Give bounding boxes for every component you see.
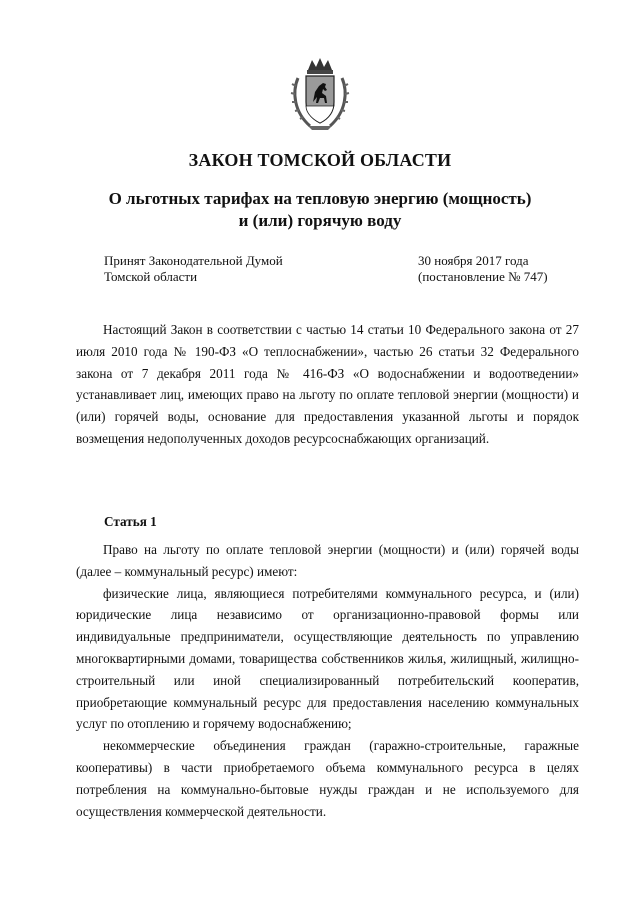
subject-line-1: О льготных тарифах на тепловую энергию (мощность) [108, 189, 532, 208]
adopted-date-line-1: 30 ноября 2017 года [418, 253, 529, 268]
adopted-date [418, 253, 548, 285]
adopted-by [104, 253, 283, 285]
article-1-paragraph: некоммерческие объединения граждан (гаражно-строительные, гаражные кооперативы) в части приобретаемого объема коммунального ресурса в целях потребления на коммунально-бытовые нужды граждан и не используемого для осуществления коммерческой деятельности. [76, 738, 579, 819]
article-1-body [76, 539, 579, 822]
law-subject [0, 188, 640, 232]
article-1-paragraph: физические лица, являющиеся потребителями коммунального ресурса, и (или) юридические лица независимо от организационно-правовой формы или индивидуальные предприниматели, осуществляющие деятельность по управлению многоквартирными домами, товарищества собственников жилья, жилищный, жилищно-строительный или иной специализированный потребительский кооператив, приобретающие коммунальный ресурс для предоставления населению коммунальных услуг по отоплению и горячему водоснабжению; [76, 585, 579, 732]
coat-of-arms-icon [288, 56, 352, 132]
subject-line-2: и (или) горячую воду [238, 211, 402, 230]
article-1-heading: Статья 1 [104, 514, 157, 529]
adopted-by-line-1: Принят Законодательной Думой [104, 253, 283, 268]
adopted-date-line-2: (постановление № 747) [418, 269, 548, 284]
adopted-by-line-2: Томской области [104, 269, 198, 284]
intro-paragraph [76, 319, 579, 450]
law-title: ЗАКОН ТОМСКОЙ ОБЛАСТИ [188, 150, 452, 170]
article-1-paragraph: Право на льготу по оплате тепловой энергии (мощности) и (или) горячей воды (далее – коммунальный ресурс) имеют: [76, 542, 579, 579]
intro-text: Настоящий Закон в соответствии с частью 14 статьи 10 Федерального закона от 27 июля 2010 года № 190-ФЗ «О теплоснабжении», частью 26 статьи 32 Федерального закона от 7 декабря 2011 года № 416-ФЗ «О водоснабжении и водоотведении» устанавливает лиц, имеющих право на льготу по оплате тепловой энергии (мощности) и (или) горячей воды, основание для предоставления указанной льготы и порядок возмещения недополученных доходов ресурсоснабжающих организаций. [76, 322, 579, 446]
